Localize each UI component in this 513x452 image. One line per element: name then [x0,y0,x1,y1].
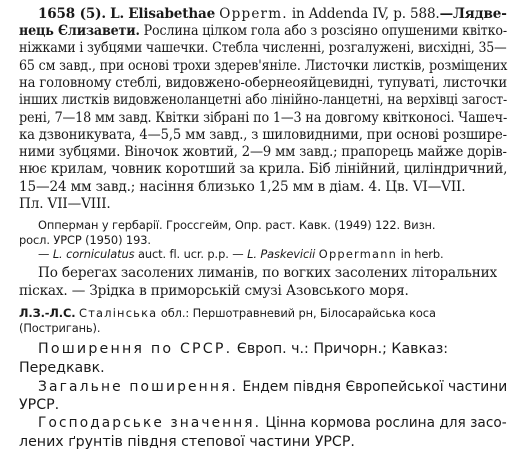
genus-abbrev: L. [110,5,125,22]
general-distribution-heading: Загальне поширення. [38,378,239,395]
synonym-suffix: in herb. [400,246,444,261]
description-line: інших листків видовженоланцетні або лінійно-ланцетні, на верхівці загост- [19,92,508,109]
synonym-author: Oppermann [318,246,398,261]
specimen-line [19,305,436,320]
common-name-start: —Лядве- [439,5,507,22]
habitat-line: пісках. — Зрідка в приморській смузі Азовського моря. [19,282,409,299]
species-header-line [38,5,507,22]
description-line: рені, 7—18 мм завд. Квітки зібрані по 1—3 на довгому квітконосі. Чашеч- [19,109,508,126]
species-epithet: Elisabethae [128,5,216,22]
synonym-prefix: — [38,246,53,261]
species-author: Opperm. [219,5,288,22]
species-citation: in Addenda IV, p. 588. [291,5,440,22]
common-name-end: нець Єлизавети. [19,22,140,39]
reference-line: Опперман у гербарії. Гроссгейм, Опр. раст. Кавк. (1949) 122. Визн. [38,218,436,233]
specimen-line: (Постригань). [19,321,101,336]
description-start: Рослина цілком гола або з розсіяно опушеними квітко- [143,22,508,39]
synonym-auct: auct. fl. ucr. p.p. — [137,246,244,261]
synonym-line [38,246,444,261]
general-distribution-text: Ендем півдня Європейської частини [242,378,508,395]
distribution-ussr-heading: Поширення по СРСР. [38,341,233,358]
description-line: ка дзвоникувата, 4—5,5 мм завд., з шиловидними, при основі розшире- [19,126,507,143]
habitat-line: По берегах засолених лиманів, по вогких засолених літоральних [38,265,498,282]
synonym-name-1: L. corniculatus [52,246,135,261]
general-distribution-line [38,380,507,394]
distribution-ussr-line [38,342,448,356]
description-line-2 [19,22,508,39]
economic-value-line [38,416,507,430]
description-line: на головному стеблі, видовжено-обернеояйцевидні, тупуваті, листочки [19,74,508,91]
description-line: Пл. VII—VIII. [19,196,111,213]
synonym-name-2: L. Paskevicii [247,246,316,261]
description-line: ними зубцями. Віночок жовтий, 2—9 мм завд.; прапорець майже дорів- [19,144,507,161]
specimen-region: Сталінська [79,305,158,320]
specimen-location: обл.: Першотравневий рн, Білосарайська коса [160,305,436,320]
description-line: нює крилам, човник коротший за крила. Біб лінійний, циліндричний, [19,161,508,178]
general-distribution-line: УРСР. [19,397,60,413]
description-line: 65 см завд., при основі трохи здерев'яніле. Листочки листків, розміщених [19,57,508,74]
economic-value-heading: Господарське значення. [38,415,262,432]
distribution-ussr-text: Європ. ч.: Причорн.; Кавказ: [236,341,449,358]
economic-value-line: лених ґрунтів півдня степової частини УРСР. [19,433,355,450]
description-line: 15—24 мм завд.; насіння близько 1,25 мм в діам. 4. Цв. VI—VII. [19,178,466,195]
reference-line: росл. УРСР (1950) 193. [19,232,151,247]
description-line: ніжками і зубцями чашечки. Стебла численні, розгалужені, висхідні, 35— [19,40,507,57]
species-number: 1658 (5). [38,5,106,22]
distribution-ussr-line: Передкавк. [19,359,105,376]
specimen-code: Л.З.-Л.С. [19,305,76,320]
economic-value-text: Цінна кормова рослина для засо- [265,415,507,432]
